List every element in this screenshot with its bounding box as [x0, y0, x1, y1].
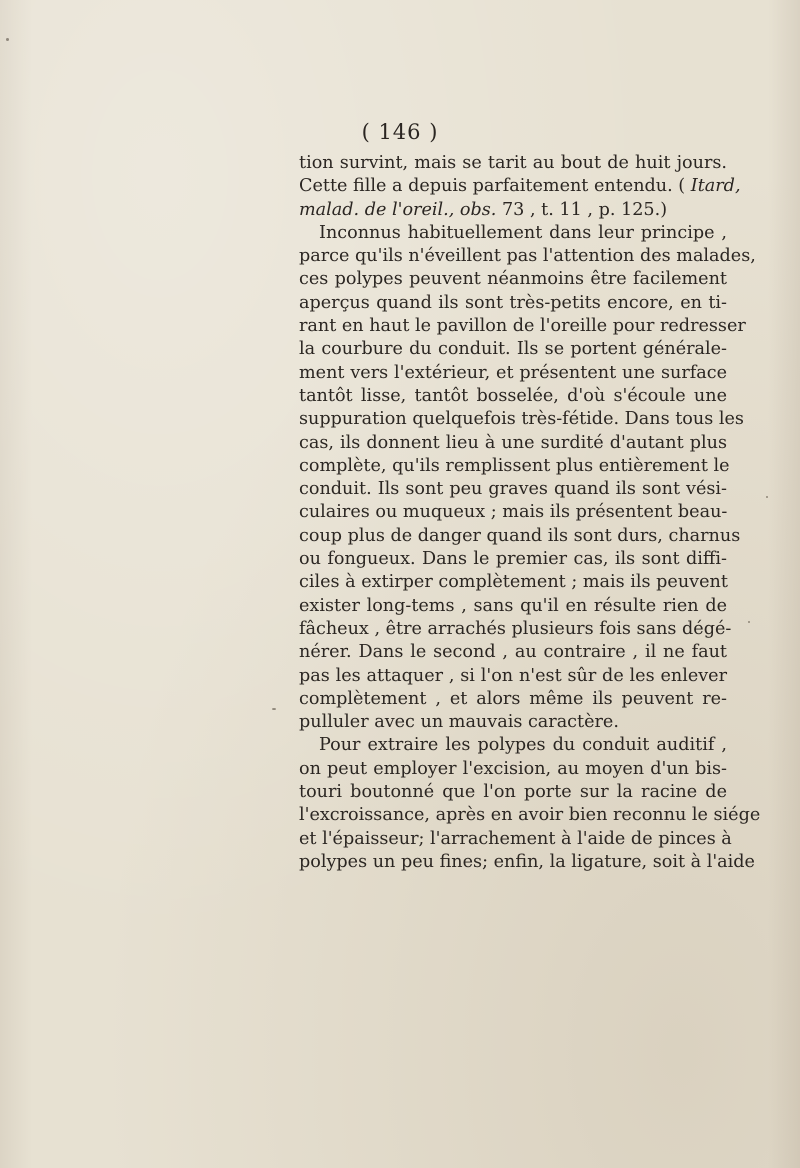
text-line — [299, 571, 727, 594]
text-run: on peut employer l'excision, au moyen d'un bis- — [299, 758, 727, 779]
ink-speck — [748, 621, 750, 623]
text-run: complètement , et alors même ils peuvent re- — [299, 688, 727, 709]
text-line — [299, 199, 727, 222]
text-run: tion survint, mais se tarit au bout de huit jours. — [299, 153, 727, 173]
text-line — [299, 758, 727, 781]
text-run: rant en haut le pavillon de l'oreille pour redresser — [299, 316, 746, 337]
ink-speck — [272, 708, 276, 710]
text-line — [299, 851, 755, 874]
text-line — [299, 315, 746, 338]
paragraph — [299, 734, 761, 874]
text-run: pas les attaquer , si l'on n'est sûr de les enlever — [299, 665, 727, 686]
text-run: Inconnus habituellement dans leur principe , — [319, 222, 727, 243]
text-run: fâcheux , être arrachés plusieurs fois sans dégé- — [299, 618, 732, 639]
text-line — [299, 804, 761, 827]
text-run: conduit. Ils sont peu graves quand ils sont vési- — [299, 479, 727, 500]
text-line — [299, 501, 727, 524]
text-run: suppuration quelquefois très-fétide. Dans tous les — [299, 409, 744, 430]
text-line — [299, 455, 730, 478]
paragraph — [299, 152, 741, 222]
text-line — [299, 292, 727, 315]
text-run: ment vers l'extérieur, et présentent une surface — [299, 362, 727, 383]
text-line — [299, 688, 727, 711]
text-line — [299, 595, 727, 618]
text-line — [299, 268, 727, 291]
italic-text: Itard, — [690, 176, 741, 197]
page-number: ( 146 ) — [361, 120, 439, 144]
text-line — [299, 385, 727, 408]
ink-speck — [766, 496, 768, 498]
text-run: coup plus de danger quand ils sont durs, charnus — [299, 525, 741, 546]
text-line — [299, 338, 727, 361]
text-line — [299, 222, 727, 245]
text-run: pulluler avec un mauvais caractère. — [299, 712, 619, 733]
text-run: touri boutonné que l'on porte sur la racine de — [299, 782, 727, 803]
text-line — [299, 828, 732, 851]
text-run: cas, ils donnent lieu à une surdité d'autant plus — [299, 432, 727, 453]
text-run: culaires ou muqueux ; mais ils présentent beau- — [299, 502, 728, 523]
italic-text: malad. de l'oreil., obs. — [299, 199, 497, 220]
text-line — [299, 665, 727, 688]
text-line — [299, 175, 741, 198]
text-line — [299, 641, 727, 664]
text-line — [299, 781, 727, 804]
text-run: la courbure du conduit. Ils se portent générale- — [299, 339, 727, 360]
text-run: nérer. Dans le second , au contraire , il ne faut — [299, 642, 727, 663]
text-line — [299, 245, 756, 268]
text-run: 73 , t. 11 , p. 125.) — [496, 199, 668, 220]
text-run: l'excroissance, après en avoir bien reconnu le siége — [299, 805, 761, 826]
text-run: tantôt lisse, tantôt bosselée, d'où s'écoule une — [299, 385, 727, 406]
text-line — [299, 734, 727, 757]
body-text — [299, 152, 761, 874]
text-line — [299, 711, 727, 734]
text-line — [299, 478, 727, 501]
text-run: Pour extraire les polypes du conduit auditif , — [319, 735, 727, 756]
text-line — [299, 548, 727, 571]
text-line — [299, 152, 727, 175]
text-run: ou fongueux. Dans le premier cas, ils sont diffi- — [299, 549, 727, 570]
text-run: complète, qu'ils remplissent plus entièrement le — [299, 455, 730, 476]
text-run: Cette fille a depuis parfaitement entendu. ( — [299, 176, 691, 197]
paragraph — [299, 222, 756, 735]
text-run: ciles à extirper complètement ; mais ils peuvent — [299, 572, 728, 593]
text-run: aperçus quand ils sont très-petits encore, en ti- — [299, 292, 727, 313]
text-line — [299, 432, 727, 455]
text-run: exister long-tems , sans qu'il en résulte rien de — [299, 595, 727, 616]
text-line — [299, 618, 732, 641]
text-run: parce qu'ils n'éveillent pas l'attention des malades, — [299, 246, 756, 267]
text-run: polypes un peu fines; enfin, la ligature, soit à l'aide — [299, 851, 755, 872]
ink-speck — [6, 38, 9, 41]
text-line — [299, 362, 727, 385]
text-run: ces polypes peuvent néanmoins être facilement — [299, 269, 727, 290]
text-line — [299, 525, 741, 548]
text-run: et l'épaisseur; l'arrachement à l'aide de pinces à — [299, 828, 732, 849]
text-line — [299, 408, 744, 431]
